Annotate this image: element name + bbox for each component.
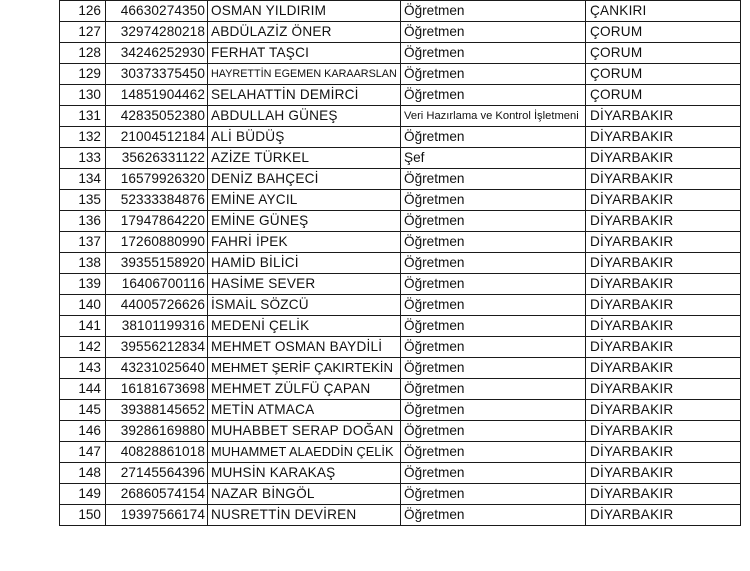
row-number-cell: 141 <box>60 316 106 337</box>
full-name-cell: SELAHATTİN DEMİRCİ <box>208 85 401 106</box>
row-number-cell: 130 <box>60 85 106 106</box>
table-row <box>60 337 741 358</box>
city-cell: DİYARBAKIR <box>586 484 741 505</box>
city-cell: DİYARBAKIR <box>586 253 741 274</box>
id-number-cell: 32974280218 <box>106 22 208 43</box>
table-body <box>60 1 741 526</box>
city-cell: DİYARBAKIR <box>586 274 741 295</box>
full-name-cell: HAYRETTİN EGEMEN KARAARSLAN <box>208 64 401 85</box>
city-cell: DİYARBAKIR <box>586 295 741 316</box>
table-row <box>60 295 741 316</box>
row-number-cell: 129 <box>60 64 106 85</box>
job-title-cell: Şef <box>401 148 586 169</box>
table-row <box>60 316 741 337</box>
job-title-cell: Öğretmen <box>401 43 586 64</box>
city-cell: ÇORUM <box>586 85 741 106</box>
id-number-cell: 21004512184 <box>106 127 208 148</box>
id-number-cell: 14851904462 <box>106 85 208 106</box>
table-row <box>60 484 741 505</box>
job-title-cell: Öğretmen <box>401 127 586 148</box>
city-cell: DİYARBAKIR <box>586 169 741 190</box>
table-row <box>60 421 741 442</box>
job-title-cell: Öğretmen <box>401 442 586 463</box>
city-cell: DİYARBAKIR <box>586 190 741 211</box>
job-title-cell: Öğretmen <box>401 484 586 505</box>
city-cell: DİYARBAKIR <box>586 316 741 337</box>
table-row <box>60 253 741 274</box>
full-name-cell: NAZAR BİNGÖL <box>208 484 401 505</box>
city-cell: ÇORUM <box>586 22 741 43</box>
table-row <box>60 127 741 148</box>
full-name-cell: OSMAN YILDIRIM <box>208 1 401 22</box>
city-cell: DİYARBAKIR <box>586 421 741 442</box>
id-number-cell: 38101199316 <box>106 316 208 337</box>
row-number-cell: 135 <box>60 190 106 211</box>
personnel-table <box>59 0 741 526</box>
table-row <box>60 64 741 85</box>
id-number-cell: 16579926320 <box>106 169 208 190</box>
row-number-cell: 139 <box>60 274 106 295</box>
city-cell: DİYARBAKIR <box>586 127 741 148</box>
full-name-cell: METİN ATMACA <box>208 400 401 421</box>
row-number-cell: 134 <box>60 169 106 190</box>
id-number-cell: 16406700116 <box>106 274 208 295</box>
id-number-cell: 39388145652 <box>106 400 208 421</box>
job-title-cell: Öğretmen <box>401 85 586 106</box>
table-row <box>60 400 741 421</box>
id-number-cell: 17947864220 <box>106 211 208 232</box>
city-cell: DİYARBAKIR <box>586 463 741 484</box>
full-name-cell: ALİ BÜDÜŞ <box>208 127 401 148</box>
full-name-cell: HASİME SEVER <box>208 274 401 295</box>
id-number-cell: 34246252930 <box>106 43 208 64</box>
row-number-cell: 144 <box>60 379 106 400</box>
job-title-cell: Öğretmen <box>401 337 586 358</box>
table-row <box>60 43 741 64</box>
id-number-cell: 39556212834 <box>106 337 208 358</box>
row-number-cell: 126 <box>60 1 106 22</box>
table-row <box>60 190 741 211</box>
full-name-cell: MEHMET ŞERİF ÇAKIRTEKİN <box>208 358 401 379</box>
city-cell: DİYARBAKIR <box>586 442 741 463</box>
row-number-cell: 147 <box>60 442 106 463</box>
row-number-cell: 137 <box>60 232 106 253</box>
full-name-cell: MUHABBET SERAP DOĞAN <box>208 421 401 442</box>
full-name-cell: MEHMET OSMAN BAYDİLİ <box>208 337 401 358</box>
job-title-cell: Öğretmen <box>401 169 586 190</box>
id-number-cell: 16181673698 <box>106 379 208 400</box>
full-name-cell: NUSRETTİN DEVİREN <box>208 505 401 526</box>
id-number-cell: 39286169880 <box>106 421 208 442</box>
row-number-cell: 133 <box>60 148 106 169</box>
full-name-cell: AZİZE TÜRKEL <box>208 148 401 169</box>
job-title-cell: Öğretmen <box>401 295 586 316</box>
job-title-cell: Öğretmen <box>401 1 586 22</box>
job-title-cell: Öğretmen <box>401 22 586 43</box>
row-number-cell: 138 <box>60 253 106 274</box>
job-title-cell: Öğretmen <box>401 232 586 253</box>
row-number-cell: 127 <box>60 22 106 43</box>
table-row <box>60 358 741 379</box>
job-title-cell: Öğretmen <box>401 64 586 85</box>
job-title-cell: Öğretmen <box>401 316 586 337</box>
table-row <box>60 106 741 127</box>
id-number-cell: 19397566174 <box>106 505 208 526</box>
full-name-cell: ABDÜLAZİZ ÖNER <box>208 22 401 43</box>
job-title-cell: Öğretmen <box>401 421 586 442</box>
full-name-cell: HAMİD BİLİCİ <box>208 253 401 274</box>
city-cell: DİYARBAKIR <box>586 358 741 379</box>
full-name-cell: DENİZ BAHÇECİ <box>208 169 401 190</box>
job-title-cell: Öğretmen <box>401 505 586 526</box>
table-row <box>60 379 741 400</box>
city-cell: DİYARBAKIR <box>586 400 741 421</box>
job-title-cell: Veri Hazırlama ve Kontrol İşletmeni <box>401 106 586 127</box>
id-number-cell: 30373375450 <box>106 64 208 85</box>
id-number-cell: 39355158920 <box>106 253 208 274</box>
job-title-cell: Öğretmen <box>401 358 586 379</box>
id-number-cell: 26860574154 <box>106 484 208 505</box>
full-name-cell: MUHSİN KARAKAŞ <box>208 463 401 484</box>
table-row <box>60 211 741 232</box>
city-cell: ÇORUM <box>586 43 741 64</box>
table-row <box>60 442 741 463</box>
row-number-cell: 148 <box>60 463 106 484</box>
city-cell: ÇANKIRI <box>586 1 741 22</box>
id-number-cell: 43231025640 <box>106 358 208 379</box>
full-name-cell: ABDULLAH GÜNEŞ <box>208 106 401 127</box>
job-title-cell: Öğretmen <box>401 400 586 421</box>
table-row <box>60 232 741 253</box>
city-cell: DİYARBAKIR <box>586 232 741 253</box>
city-cell: DİYARBAKIR <box>586 148 741 169</box>
city-cell: DİYARBAKIR <box>586 337 741 358</box>
job-title-cell: Öğretmen <box>401 274 586 295</box>
table-row <box>60 505 741 526</box>
full-name-cell: FAHRİ İPEK <box>208 232 401 253</box>
id-number-cell: 42835052380 <box>106 106 208 127</box>
row-number-cell: 143 <box>60 358 106 379</box>
id-number-cell: 35626331122 <box>106 148 208 169</box>
full-name-cell: FERHAT TAŞCI <box>208 43 401 64</box>
table-row <box>60 463 741 484</box>
full-name-cell: İSMAİL SÖZCÜ <box>208 295 401 316</box>
id-number-cell: 17260880990 <box>106 232 208 253</box>
full-name-cell: MUHAMMET ALAEDDİN ÇELİK <box>208 442 401 463</box>
row-number-cell: 140 <box>60 295 106 316</box>
city-cell: DİYARBAKIR <box>586 106 741 127</box>
city-cell: DİYARBAKIR <box>586 505 741 526</box>
city-cell: DİYARBAKIR <box>586 211 741 232</box>
full-name-cell: MEDENİ ÇELİK <box>208 316 401 337</box>
job-title-cell: Öğretmen <box>401 190 586 211</box>
id-number-cell: 27145564396 <box>106 463 208 484</box>
job-title-cell: Öğretmen <box>401 463 586 484</box>
table-row <box>60 1 741 22</box>
row-number-cell: 128 <box>60 43 106 64</box>
id-number-cell: 44005726626 <box>106 295 208 316</box>
table-row <box>60 169 741 190</box>
row-number-cell: 145 <box>60 400 106 421</box>
row-number-cell: 132 <box>60 127 106 148</box>
full-name-cell: EMİNE GÜNEŞ <box>208 211 401 232</box>
full-name-cell: EMİNE AYCIL <box>208 190 401 211</box>
row-number-cell: 150 <box>60 505 106 526</box>
id-number-cell: 52333384876 <box>106 190 208 211</box>
job-title-cell: Öğretmen <box>401 211 586 232</box>
table-row <box>60 85 741 106</box>
job-title-cell: Öğretmen <box>401 253 586 274</box>
table-row <box>60 22 741 43</box>
id-number-cell: 46630274350 <box>106 1 208 22</box>
full-name-cell: MEHMET ZÜLFÜ ÇAPAN <box>208 379 401 400</box>
row-number-cell: 146 <box>60 421 106 442</box>
city-cell: DİYARBAKIR <box>586 379 741 400</box>
row-number-cell: 149 <box>60 484 106 505</box>
job-title-cell: Öğretmen <box>401 379 586 400</box>
row-number-cell: 131 <box>60 106 106 127</box>
row-number-cell: 136 <box>60 211 106 232</box>
id-number-cell: 40828861018 <box>106 442 208 463</box>
row-number-cell: 142 <box>60 337 106 358</box>
city-cell: ÇORUM <box>586 64 741 85</box>
table-row <box>60 274 741 295</box>
table-row <box>60 148 741 169</box>
